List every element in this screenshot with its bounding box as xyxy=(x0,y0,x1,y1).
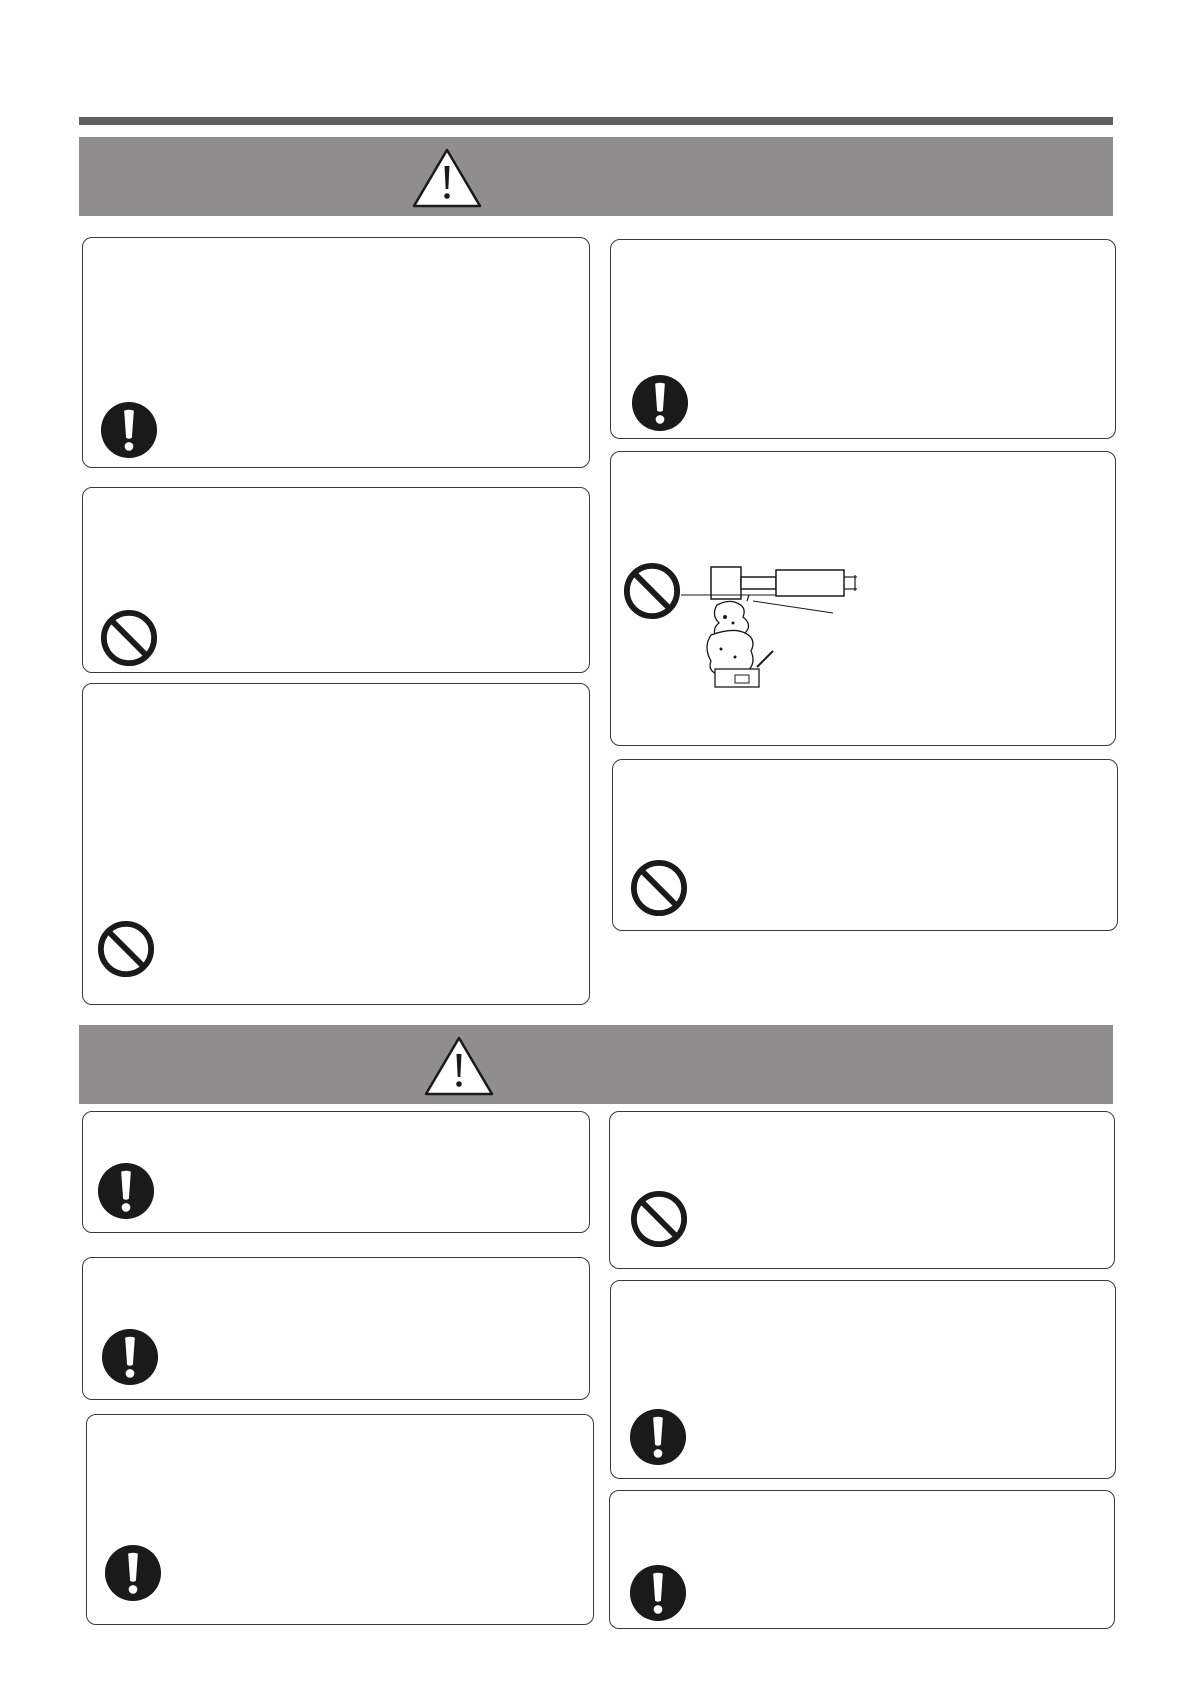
mandatory-exclamation-icon xyxy=(629,1408,687,1466)
mandatory-exclamation-icon xyxy=(100,401,158,459)
mandatory-exclamation-icon xyxy=(104,1544,162,1602)
prohibited-circle-slash-icon xyxy=(630,859,688,917)
top-rule xyxy=(79,117,1113,125)
fire-under-unit-illustration xyxy=(681,557,861,697)
warning-banner xyxy=(79,137,1113,216)
notice-panel xyxy=(82,487,590,673)
notice-panel xyxy=(82,237,590,468)
mandatory-exclamation-icon xyxy=(101,1328,159,1386)
prohibited-circle-slash-icon xyxy=(623,562,681,620)
notice-panel xyxy=(82,1257,590,1400)
mandatory-exclamation-icon xyxy=(631,374,689,432)
notice-panel xyxy=(609,1490,1115,1629)
prohibited-circle-slash-icon xyxy=(97,920,155,978)
notice-panel xyxy=(82,1111,590,1233)
notice-panel xyxy=(610,1280,1116,1479)
mandatory-exclamation-icon xyxy=(629,1564,687,1622)
notice-panel xyxy=(612,759,1118,931)
warning-triangle-icon xyxy=(412,148,482,208)
notice-panel xyxy=(610,239,1116,439)
notice-panel xyxy=(82,683,590,1005)
prohibited-circle-slash-icon xyxy=(100,609,158,667)
prohibited-circle-slash-icon xyxy=(630,1190,688,1248)
mandatory-exclamation-icon xyxy=(97,1162,155,1220)
notice-panel xyxy=(610,451,1116,746)
caution-banner xyxy=(79,1025,1113,1104)
notice-panel xyxy=(86,1414,594,1625)
warning-triangle-icon xyxy=(424,1036,494,1096)
notice-panel xyxy=(609,1111,1115,1269)
